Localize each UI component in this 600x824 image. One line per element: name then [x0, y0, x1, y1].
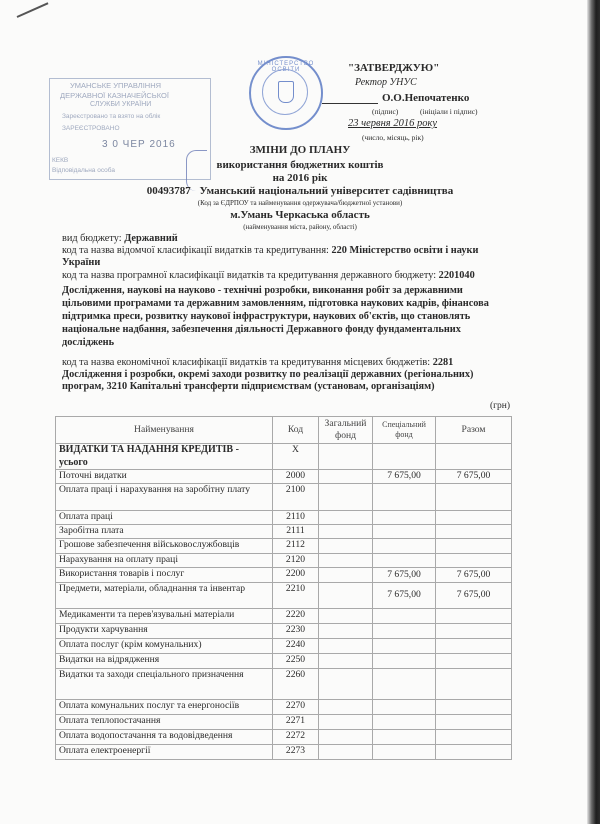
- organization: [100, 185, 500, 197]
- table-row: [56, 730, 512, 745]
- row-code: 2210: [273, 583, 319, 609]
- row-general-fund: [319, 700, 373, 715]
- row-special-fund: [373, 654, 436, 669]
- row-general-fund: [319, 525, 373, 539]
- expenses-table: [55, 416, 512, 760]
- table-row: [56, 484, 512, 511]
- row-special-fund: [373, 444, 436, 470]
- row-code: 2112: [273, 539, 319, 554]
- row-name: Використання товарів і послуг: [56, 568, 273, 583]
- row-total: [436, 444, 512, 470]
- row-code: 2220: [273, 609, 319, 624]
- program-name: Дослідження, наукові на науково - технічні розробки, виконання робіт за державними цільовими програмами та державним замовленням, підготовка наукових кадрів, фінансова підтримка преси, розвитку наукової інфраструктури, наукових об'єктів, що становлять національне надбання, забезпечення діяльності Державного фонду фундаментальних досліджень: [62, 285, 489, 348]
- row-special-fund: [373, 639, 436, 654]
- row-special-fund: [373, 525, 436, 539]
- scan-mark: [17, 2, 49, 18]
- row-total: [436, 639, 512, 654]
- column-header-special-fund: Спеціальний фонд: [373, 417, 436, 444]
- table-row: [56, 639, 512, 654]
- row-code: 2000: [273, 470, 319, 484]
- row-general-fund: [319, 654, 373, 669]
- row-name: Оплата праці: [56, 511, 273, 525]
- row-code: 2273: [273, 745, 319, 760]
- row-special-fund: [373, 511, 436, 525]
- table-row: [56, 539, 512, 554]
- stamp-date: 3 0 ЧЕР 2016: [102, 139, 176, 150]
- row-code: 2230: [273, 624, 319, 639]
- row-general-fund: [319, 568, 373, 583]
- org-name: Уманський національний університет садівництва: [199, 185, 454, 197]
- row-general-fund: [319, 715, 373, 730]
- row-total: 7 675,00: [436, 568, 512, 583]
- row-name: Грошове забезпечення військовослужбовців: [56, 539, 273, 554]
- department-classification: код та назва відомчої класифікації видатків та кредитування: 220 Міністерство освіти і науки України: [62, 245, 479, 268]
- row-name: Видатки на відрядження: [56, 654, 273, 669]
- org-code: 00493787: [146, 185, 191, 197]
- row-general-fund: [319, 624, 373, 639]
- document-year: на 2016 рік: [272, 172, 328, 184]
- approval-date: 23 червня 2016 року: [348, 118, 438, 129]
- row-total: [436, 539, 512, 554]
- row-name: Продукти харчування: [56, 624, 273, 639]
- row-total: [436, 525, 512, 539]
- signature-line: [322, 103, 378, 104]
- row-name: Предмети, матеріали, обладнання та інвентар: [56, 583, 273, 609]
- row-general-fund: [319, 554, 373, 568]
- row-total: 7 675,00: [436, 583, 512, 609]
- row-code: Х: [273, 444, 319, 470]
- column-header-general-fund: Загальний фонд: [319, 417, 373, 444]
- table-row: [56, 654, 512, 669]
- row-name: Оплата електроенергії: [56, 745, 273, 760]
- table-row: [56, 525, 512, 539]
- row-total: [436, 700, 512, 715]
- row-general-fund: [319, 669, 373, 700]
- row-total: [436, 669, 512, 700]
- row-name: Видатки та заходи спеціального призначення: [56, 669, 273, 700]
- table-row: [56, 624, 512, 639]
- row-special-fund: 7 675,00: [373, 470, 436, 484]
- table-row: [56, 554, 512, 568]
- economic-classification: код та назва економічної класифікації видатків та кредитування місцевих бюджетів: 2281 Дослідження і розробки, окремі заходи розвитку по реалізації державних (регіональних) програм, 3210 Капітальні трансферти підприємствам (установам, організаціям): [62, 357, 474, 392]
- row-code: 2272: [273, 730, 319, 745]
- row-total: [436, 624, 512, 639]
- row-special-fund: [373, 745, 436, 760]
- approval-title: "ЗАТВЕРДЖУЮ": [348, 62, 440, 74]
- row-total: [436, 654, 512, 669]
- row-total: [436, 511, 512, 525]
- row-total: [436, 730, 512, 745]
- document-subtitle: використання бюджетних коштів: [216, 159, 384, 171]
- row-name: Оплата водопостачання та водовідведення: [56, 730, 273, 745]
- row-general-fund: [319, 539, 373, 554]
- row-code: 2111: [273, 525, 319, 539]
- row-name: Оплата теплопостачання: [56, 715, 273, 730]
- row-name: Нарахування на оплату праці: [56, 554, 273, 568]
- column-header-total: Разом: [436, 417, 512, 444]
- row-general-fund: [319, 730, 373, 745]
- column-header-code: Код: [273, 417, 319, 444]
- approval-role: Ректор УНУС: [355, 77, 417, 88]
- official-seal: МІНІСТЕРСТВО ОСВІТИ: [249, 56, 323, 130]
- approver-name: О.О.Непочатенко: [382, 92, 470, 104]
- row-special-fund: [373, 624, 436, 639]
- table-row: [56, 700, 512, 715]
- row-general-fund: [319, 639, 373, 654]
- row-name: Медикаменти та перев'язувальні матеріали: [56, 609, 273, 624]
- table-row: [56, 444, 512, 470]
- row-general-fund: [319, 470, 373, 484]
- row-special-fund: [373, 609, 436, 624]
- row-code: 2260: [273, 669, 319, 700]
- row-code: 2270: [273, 700, 319, 715]
- document-title: ЗМІНИ ДО ПЛАНУ: [249, 144, 351, 156]
- row-total: [436, 484, 512, 511]
- row-name: Оплата комунальних послуг та енергоносіїв: [56, 700, 273, 715]
- row-total: [436, 745, 512, 760]
- row-code: 2271: [273, 715, 319, 730]
- row-code: 2200: [273, 568, 319, 583]
- city-caption: (найменування міста, району, області): [243, 223, 357, 231]
- row-special-fund: [373, 554, 436, 568]
- row-special-fund: [373, 715, 436, 730]
- row-general-fund: [319, 484, 373, 511]
- row-special-fund: [373, 730, 436, 745]
- table-row: [56, 511, 512, 525]
- row-code: 2120: [273, 554, 319, 568]
- budget-type: вид бюджету: Державний: [62, 233, 178, 244]
- scan-edge: [587, 0, 600, 824]
- row-name: Оплата праці і нарахування на заробітну плату: [56, 484, 273, 511]
- row-total: [436, 715, 512, 730]
- row-general-fund: [319, 583, 373, 609]
- table-row: [56, 568, 512, 583]
- table-row: [56, 470, 512, 484]
- table-row: [56, 715, 512, 730]
- org-caption: (Код за ЄДРПОУ та найменування одержувача/бюджетної установи): [197, 199, 403, 207]
- city: м.Умань Черкаська область: [230, 209, 370, 221]
- row-name: Заробітна плата: [56, 525, 273, 539]
- row-general-fund: [319, 444, 373, 470]
- row-general-fund: [319, 745, 373, 760]
- row-code: 2100: [273, 484, 319, 511]
- row-general-fund: [319, 609, 373, 624]
- row-general-fund: [319, 511, 373, 525]
- table-header-row: [56, 417, 512, 444]
- row-code: 2110: [273, 511, 319, 525]
- row-name: ВИДАТКИ ТА НАДАННЯ КРЕДИТІВ - усього: [56, 444, 273, 470]
- table-row: [56, 669, 512, 700]
- row-name: Оплата послуг (крім комунальних): [56, 639, 273, 654]
- row-special-fund: [373, 700, 436, 715]
- table-row: [56, 609, 512, 624]
- row-name: Поточні видатки: [56, 470, 273, 484]
- table-row: [56, 745, 512, 760]
- row-special-fund: [373, 484, 436, 511]
- trident-emblem-icon: [278, 81, 294, 103]
- table-row: [56, 583, 512, 609]
- row-total: 7 675,00: [436, 470, 512, 484]
- row-total: [436, 609, 512, 624]
- row-special-fund: [373, 539, 436, 554]
- row-code: 2250: [273, 654, 319, 669]
- registration-stamp: УМАНСЬКЕ УПРАВЛІННЯ ДЕРЖАВНОЇ КАЗНАЧЕЙСЬКОЇ СЛУЖБИ УКРАЇНИ Зареєстровано та взято на облік ЗАРЕЄСТРОВАНО 3 0 ЧЕР 2016 КЕКВ Відповідальна особа: [49, 78, 211, 180]
- column-header-name: Найменування: [56, 417, 273, 444]
- row-special-fund: 7 675,00: [373, 568, 436, 583]
- row-special-fund: 7 675,00: [373, 583, 436, 609]
- program-classification: код та назва програмної класифікації видатків та кредитування державного бюджету: 2201040: [62, 270, 475, 281]
- row-code: 2240: [273, 639, 319, 654]
- currency-unit: (грн): [490, 401, 511, 411]
- row-special-fund: [373, 669, 436, 700]
- row-total: [436, 554, 512, 568]
